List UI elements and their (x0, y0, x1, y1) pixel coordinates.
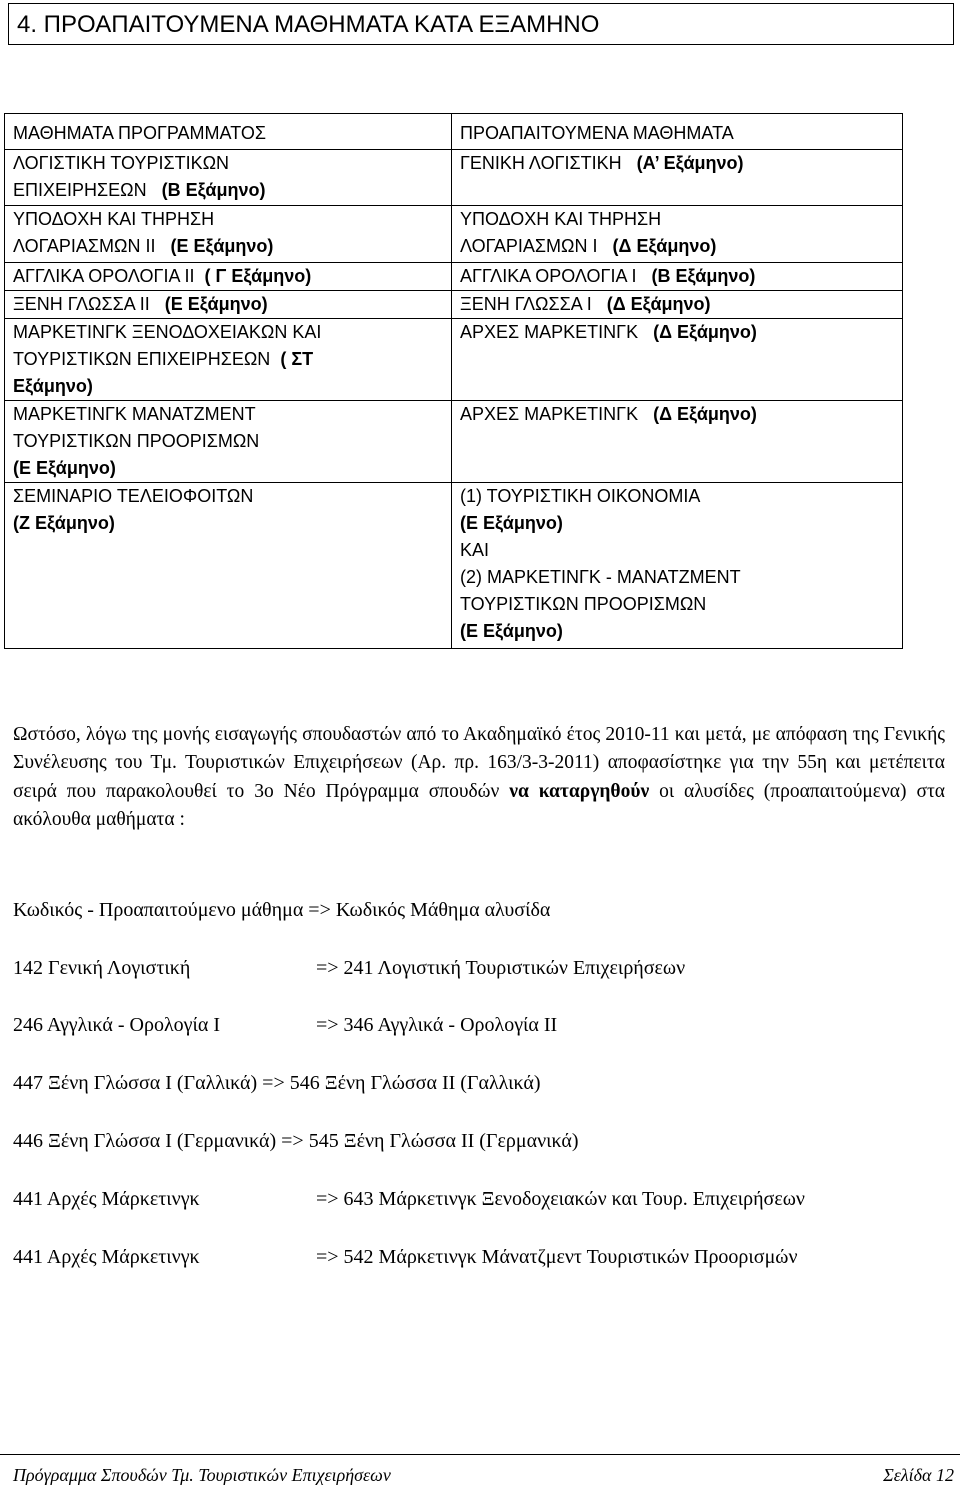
course-cell: ΑΓΓΛΙΚΑ ΟΡΟΛΟΓΙΑ ΙΙ ( Γ Εξάμηνο) (5, 263, 452, 291)
prereq-cell: ΑΡΧΕΣ ΜΑΡΚΕΤΙΝΓΚ (Δ Εξάμηνο) (452, 401, 903, 483)
mapping-row: 441 Αρχές Μάρκετινγκ => 542 Μάρκετινγκ Μάνατζμεντ Τουριστικών Προορισμών (13, 1246, 798, 1268)
prereq-cell: ΓΕΝΙΚΗ ΛΟΓΙΣΤΙΚΗ (Α’ Εξάμηνο) (452, 150, 903, 206)
table-row (5, 483, 903, 649)
table-row (5, 206, 903, 263)
table-row (5, 319, 903, 401)
prereq-cell: ΑΡΧΕΣ ΜΑΡΚΕΤΙΝΓΚ (Δ Εξάμηνο) (452, 319, 903, 401)
decision-paragraph: Ωστόσο, λόγω της μονής εισαγωγής σπουδαστών από το Ακαδημαϊκό έτος 2010-11 και μετά, με απόφαση της Γενικής Συνέλευσης του Τμ. Τουριστικών Επιχειρήσεων (Αρ. πρ. 163/3-3-2011) αποφασίστηκε για την 55η και μετέπειτα σειρά που παρακολουθεί το 3ο Νέο Πρόγραμμα σπουδών να καταργηθούν οι αλυσίδες (προαπαιτούμενα) στα ακόλουθα μαθήματα : (13, 724, 946, 830)
course-cell: ΥΠΟΔΟΧΗ ΚΑΙ ΤΗΡΗΣΗ ΛΟΓΑΡΙΑΣΜΩΝ ΙΙ (Ε Εξάμηνο) (5, 206, 452, 263)
prereq-cell: ΥΠΟΔΟΧΗ ΚΑΙ ΤΗΡΗΣΗ ΛΟΓΑΡΙΑΣΜΩΝ Ι (Δ Εξάμηνο) (452, 206, 903, 263)
section-heading-text: 4. ΠΡΟΑΠΑΙΤΟΥΜΕΝΑ ΜΑΘΗΜΑΤΑ ΚΑΤΑ ΕΞΑΜΗΝΟ (17, 11, 600, 38)
footer-page-number: Σελίδα 12 (883, 1465, 954, 1485)
table-row (5, 401, 903, 483)
prerequisites-table (4, 113, 903, 649)
header-courses: ΜΑΘΗΜΑΤΑ ΠΡΟΓΡΑΜΜΑΤΟΣ (5, 114, 452, 150)
course-cell: ΜΑΡΚΕΤΙΝΓΚ ΞΕΝΟΔΟΧΕΙΑΚΩΝ ΚΑΙ ΤΟΥΡΙΣΤΙΚΩΝ ΕΠΙΧΕΙΡΗΣΕΩΝ ( ΣΤ Εξάμηνο) (5, 319, 452, 401)
bold-phrase: να καταργηθούν (509, 780, 650, 802)
mapping-row: 447 Ξένη Γλώσσα Ι (Γαλλικά) => 546 Ξένη Γλώσσα ΙΙ (Γαλλικά) (13, 1072, 541, 1094)
course-cell: ΜΑΡΚΕΤΙΝΓΚ ΜΑΝΑΤΖΜΕΝΤ ΤΟΥΡΙΣΤΙΚΩΝ ΠΡΟΟΡΙΣΜΩΝ (Ε Εξάμηνο) (5, 401, 452, 483)
course-cell: ΛΟΓΙΣΤΙΚΗ ΤΟΥΡΙΣΤΙΚΩΝ ΕΠΙΧΕΙΡΗΣΕΩΝ (Β Εξάμηνο) (5, 150, 452, 206)
footer-program-title: Πρόγραμμα Σπουδών Τμ. Τουριστικών Επιχειρήσεων (13, 1465, 391, 1485)
prereq-cell: ΞΕΝΗ ΓΛΩΣΣΑ Ι (Δ Εξάμηνο) (452, 291, 903, 319)
prereq-cell: ΑΓΓΛΙΚΑ ΟΡΟΛΟΓΙΑ Ι (Β Εξάμηνο) (452, 263, 903, 291)
table-header-row (5, 114, 903, 150)
mapping-row: 441 Αρχές Μάρκετινγκ => 643 Μάρκετινγκ Ξενοδοχειακών και Τουρ. Επιχειρήσεων (13, 1188, 805, 1210)
mapping-header: Κωδικός - Προαπαιτούμενο μάθημα => Κωδικός Μάθημα αλυσίδα (13, 899, 551, 921)
table-row (5, 150, 903, 206)
header-prerequisites: ΠΡΟΑΠΑΙΤΟΥΜΕΝΑ ΜΑΘΗΜΑΤΑ (452, 114, 903, 150)
course-cell: ΞΕΝΗ ΓΛΩΣΣΑ ΙΙ (Ε Εξάμηνο) (5, 291, 452, 319)
mapping-row: 246 Αγγλικά - Ορολογία Ι => 346 Αγγλικά - Ορολογία ΙΙ (13, 1014, 558, 1036)
mapping-row: 142 Γενική Λογιστική => 241 Λογιστική Τουριστικών Επιχειρήσεων (13, 957, 686, 979)
footer-divider (0, 1454, 960, 1455)
course-cell: ΣΕΜΙΝΑΡΙΟ ΤΕΛΕΙΟΦΟΙΤΩΝ (Ζ Εξάμηνο) (5, 483, 452, 649)
table-row (5, 263, 903, 291)
section-heading (8, 3, 954, 45)
table-row (5, 291, 903, 319)
prereq-cell: (1) ΤΟΥΡΙΣΤΙΚΗ ΟΙΚΟΝΟΜΙΑ (Ε Εξάμηνο) ΚΑΙ (2) ΜΑΡΚΕΤΙΝΓΚ - ΜΑΝΑΤΖΜΕΝΤ ΤΟΥΡΙΣΤΙΚΩΝ ΠΡΟΟΡΙΣΜΩΝ (Ε Εξάμηνο) (452, 483, 903, 649)
mapping-row: 446 Ξένη Γλώσσα Ι (Γερμανικά) => 545 Ξένη Γλώσσα ΙΙ (Γερμανικά) (13, 1130, 579, 1152)
